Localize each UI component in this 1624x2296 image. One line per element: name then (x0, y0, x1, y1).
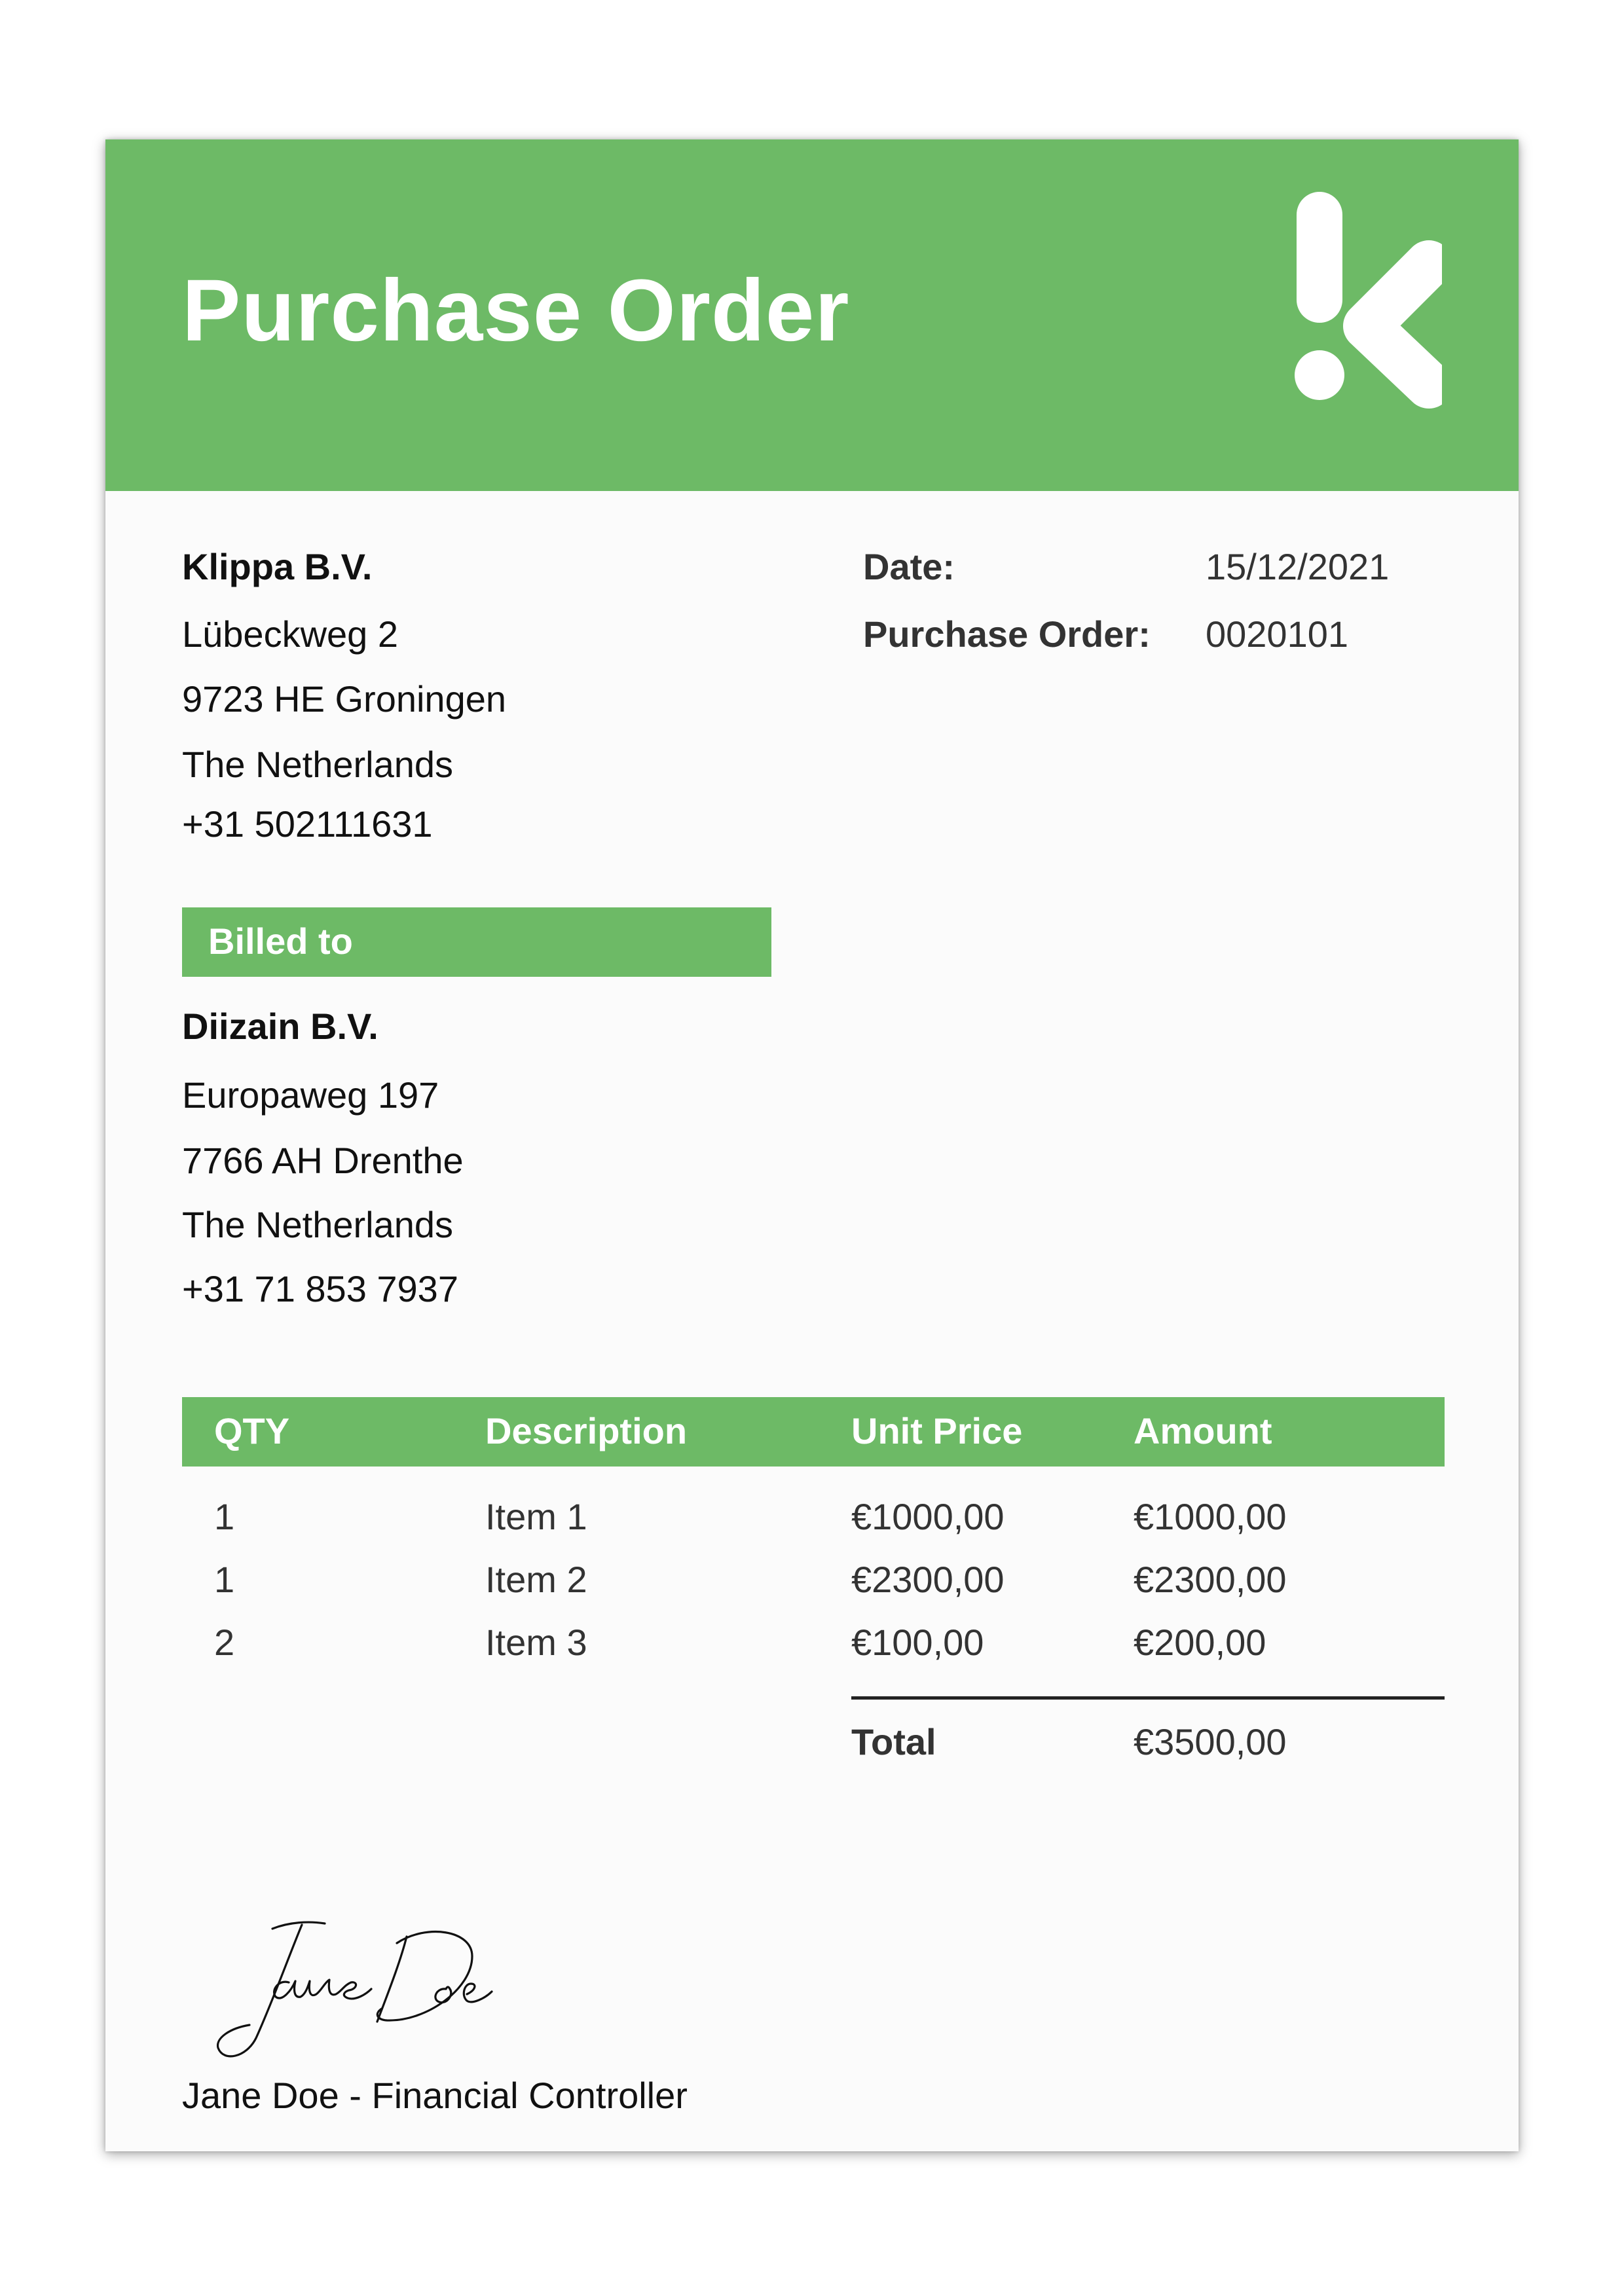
purchase-order-sheet (105, 139, 1519, 2151)
cell-unit-price: €1000,00 (851, 1496, 1005, 1537)
handwritten-signature (210, 1917, 525, 2068)
total-divider (851, 1696, 1445, 1700)
items-table-body (105, 1496, 1519, 1687)
cell-unit-price: €2300,00 (851, 1559, 1005, 1600)
col-header-unit-price: Unit Price (851, 1410, 1023, 1451)
cell-amount: €200,00 (1134, 1622, 1266, 1663)
table-row (105, 1496, 1519, 1561)
cell-qty: 1 (214, 1496, 235, 1537)
billed-phone: +31 71 853 7937 (182, 1268, 458, 1309)
table-row (105, 1624, 1519, 1687)
seller-postal-city: 9723 HE Groningen (182, 678, 507, 720)
col-header-description: Description (485, 1410, 688, 1451)
cell-unit-price: €100,00 (851, 1622, 984, 1663)
seller-name: Klippa B.V. (182, 546, 373, 587)
billed-street: Europaweg 197 (182, 1074, 439, 1116)
page-title: Purchase Order (182, 262, 850, 359)
seller-street: Lübeckweg 2 (182, 613, 399, 655)
billed-country: The Netherlands (182, 1204, 454, 1245)
date-label: Date: (863, 546, 955, 587)
header-banner (105, 139, 1519, 491)
seller-country: The Netherlands (182, 744, 454, 785)
table-row (105, 1561, 1519, 1624)
klippa-logo-icon (1285, 192, 1442, 414)
seller-phone: +31 502111631 (182, 803, 433, 845)
cell-qty: 1 (214, 1559, 235, 1600)
billed-name: Diizain B.V. (182, 1006, 378, 1047)
cell-description: Item 3 (485, 1622, 587, 1663)
billed-postal-city: 7766 AH Drenthe (182, 1140, 464, 1181)
date-value: 15/12/2021 (1206, 546, 1390, 587)
po-label: Purchase Order: (863, 613, 1151, 655)
cell-amount: €2300,00 (1134, 1559, 1287, 1600)
cell-amount: €1000,00 (1134, 1496, 1287, 1537)
signer-name-title: Jane Doe - Financial Controller (182, 2075, 688, 2116)
billed-to-banner (182, 907, 771, 977)
cell-description: Item 2 (485, 1559, 587, 1600)
col-header-amount: Amount (1134, 1410, 1272, 1451)
total-label: Total (851, 1721, 936, 1762)
po-value: 0020101 (1206, 613, 1349, 655)
items-table-header (182, 1397, 1445, 1467)
cell-qty: 2 (214, 1622, 235, 1663)
total-value: €3500,00 (1134, 1721, 1287, 1762)
col-header-qty: QTY (214, 1410, 290, 1451)
billed-to-label: Billed to (208, 920, 353, 962)
cell-description: Item 1 (485, 1496, 587, 1537)
